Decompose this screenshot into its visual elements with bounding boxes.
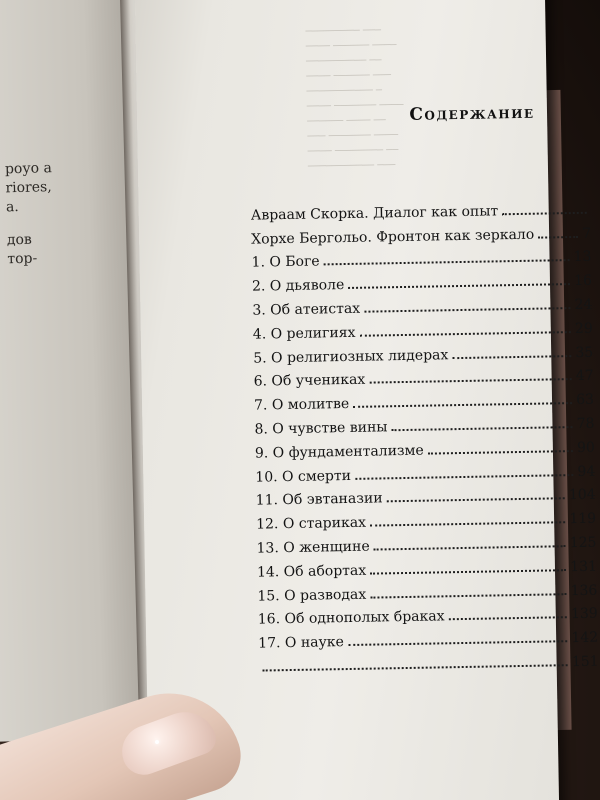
toc-entry-title: 13. О женщине	[256, 538, 370, 557]
toc-entry-page: 119	[569, 510, 597, 528]
toc-entry-page: 35	[575, 344, 594, 361]
toc-entry-page: 24	[574, 296, 593, 313]
toc-entry-page: 142	[571, 629, 599, 647]
table-of-contents	[250, 194, 598, 676]
toc-entry-page: 151	[571, 653, 599, 671]
dot-leader	[538, 236, 578, 239]
toc-entry-page: 104	[568, 487, 596, 504]
toc-entry	[258, 646, 598, 676]
dot-leader	[348, 640, 568, 646]
toc-entry-page: 90	[576, 439, 596, 456]
dot-leader	[348, 283, 570, 289]
toc-entry-page: 29	[574, 320, 593, 337]
left-page-fragment: тор-	[7, 250, 38, 268]
toc-title: Содержание	[409, 102, 535, 125]
toc-entry-page: 131	[570, 558, 598, 575]
nail-sparkle	[155, 740, 159, 744]
dot-leader	[355, 474, 573, 480]
dot-leader	[369, 378, 572, 384]
toc-entry-page: 125	[569, 534, 597, 552]
dot-leader	[452, 355, 571, 359]
left-page-fragment: а.	[5, 198, 19, 216]
right-page	[135, 0, 599, 800]
toc-entry-title: 2. О дьяволе	[251, 277, 345, 295]
toc-entry-title: 5. О религиозных лидерах	[253, 346, 449, 367]
toc-entry-title: Хорхе Бергольо. Фронтон как зеркало	[251, 226, 535, 248]
dot-leader	[502, 212, 587, 215]
toc-entry-page: 139	[570, 606, 598, 623]
dot-leader	[359, 331, 571, 337]
dot-leader	[370, 569, 566, 574]
dot-leader	[428, 450, 573, 455]
toc-entry-page: 78	[576, 415, 595, 432]
toc-entry-title: 14. Об абортах	[256, 562, 367, 581]
toc-entry-title: 6. Об учениках	[253, 372, 366, 390]
toc-entry-title: 11. Об эвтаназии	[255, 490, 383, 509]
dot-leader	[370, 593, 567, 598]
dot-leader	[449, 617, 568, 621]
toc-entry-title: 12. О стариках	[256, 514, 367, 533]
toc-entry-title: 4. О религиях	[252, 324, 356, 343]
dot-leader	[392, 426, 573, 431]
toc-entry-page: 13	[573, 249, 592, 266]
dot-leader	[387, 498, 565, 503]
toc-entry-title: 8. О чувстве вины	[254, 419, 388, 438]
toc-entry-page: 47	[575, 368, 594, 385]
toc-entry-title: Авраам Скорка. Диалог как опыт	[250, 203, 499, 224]
toc-entry-title: 16. Об однополых браках	[257, 608, 445, 628]
toc-entry-page: 16	[573, 272, 593, 290]
toc-entry-title: 10. О смерти	[255, 467, 352, 486]
dot-leader	[263, 664, 568, 671]
dot-leader	[364, 307, 570, 313]
dot-leader	[353, 402, 572, 408]
toc-entry-page: 136	[570, 582, 598, 599]
toc-entry-title: 9. О фундаментализме	[254, 442, 424, 462]
dot-leader	[370, 521, 565, 526]
toc-entry-title: 1. О Боге	[251, 253, 320, 272]
toc-entry-title: 17. О науке	[258, 634, 344, 652]
dot-leader	[374, 545, 566, 550]
toc-entry-page: 7	[582, 225, 592, 242]
left-page-fragment: роуо а	[4, 160, 53, 178]
toc-entry-title: 7. О молитве	[253, 396, 350, 414]
left-page-fragment: riores,	[5, 179, 52, 197]
toc-entry-page: 94	[577, 463, 596, 480]
toc-entry-title: 3. Об атеистах	[252, 300, 361, 319]
toc-entry-title: 15. О разводах	[257, 586, 367, 605]
show-through-text: ─────────── ─── ──── ──────── ── ─── ─────── ──── ────── ──── ── ──── ─────── ──── ─────────── ─ ──── ────── ─── ────────── ── ──── ────── ──── ───────── ───	[305, 23, 404, 171]
toc-entry-page: 63	[576, 391, 595, 409]
left-page-fragment: дов	[6, 231, 32, 249]
dot-leader	[324, 259, 570, 265]
